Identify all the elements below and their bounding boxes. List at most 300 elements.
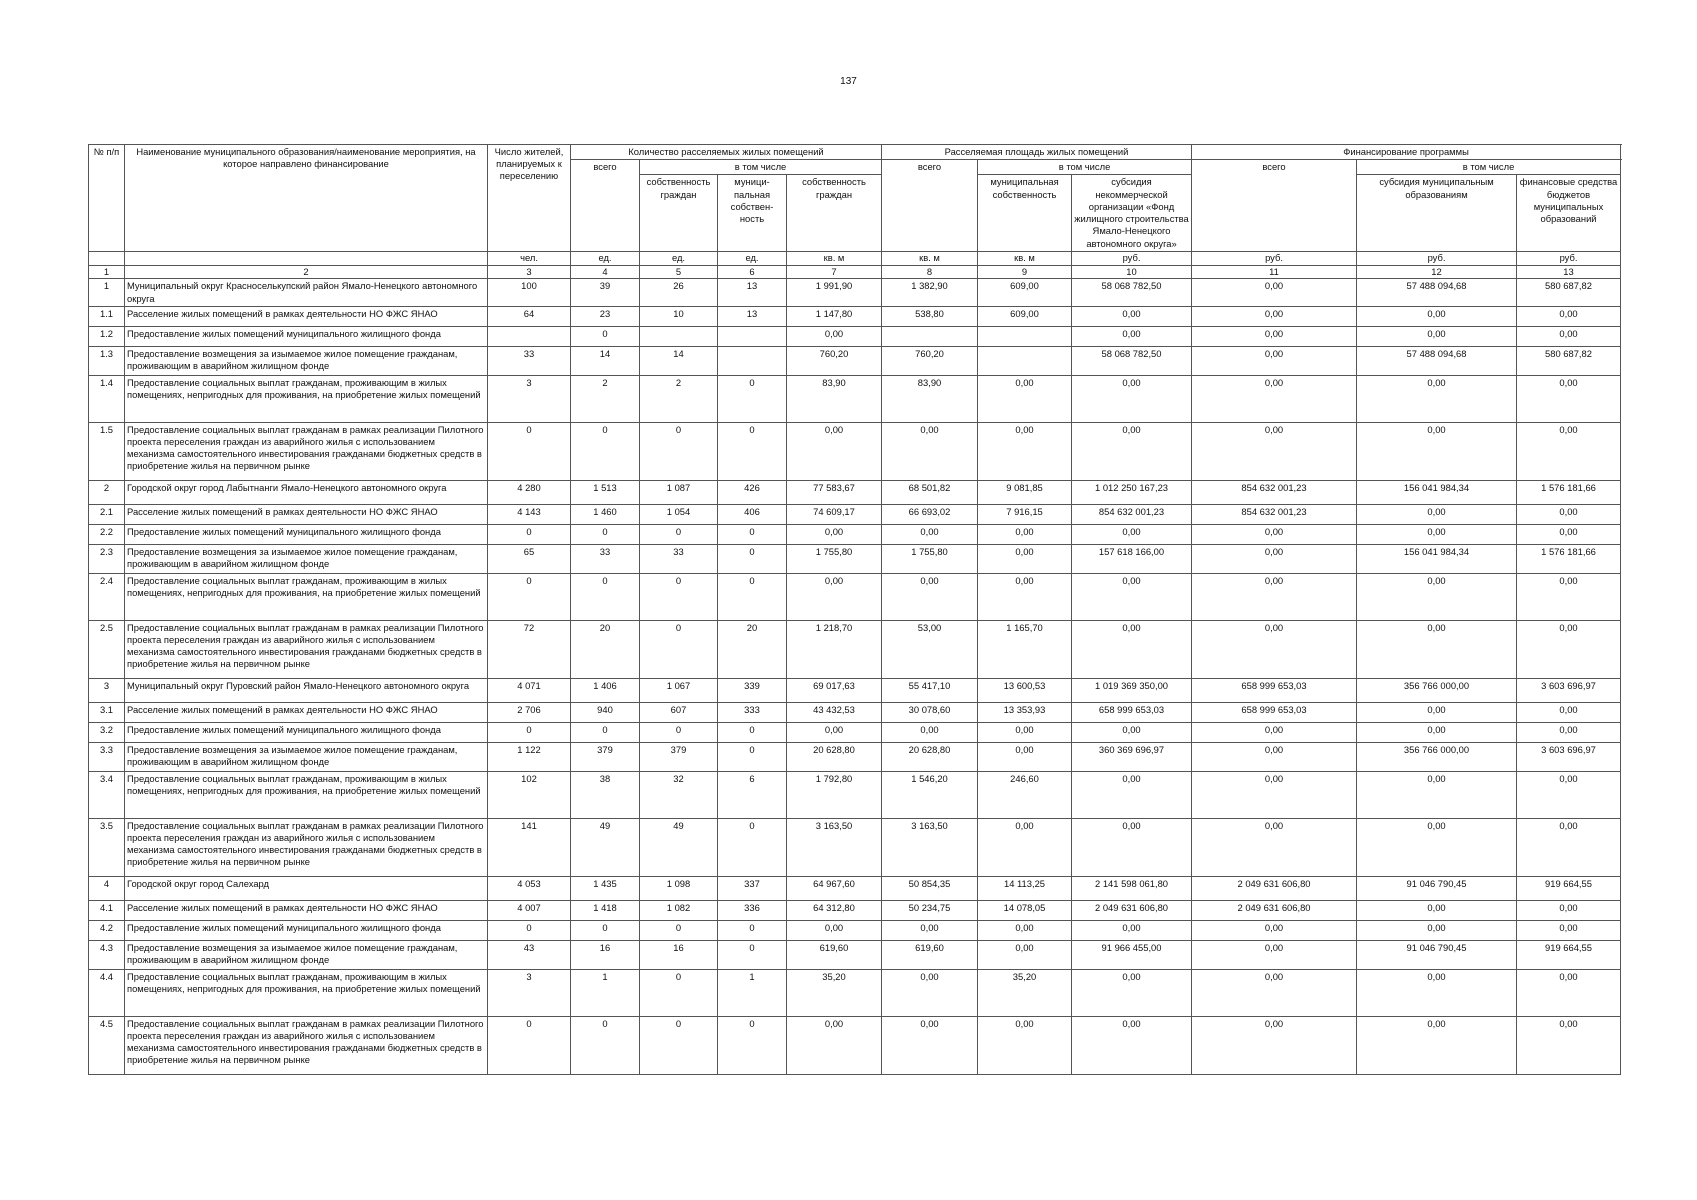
row-value: 0,00 — [978, 524, 1072, 544]
row-value: 4 071 — [488, 678, 571, 702]
row-value: 0,00 — [978, 920, 1072, 940]
row-name: Городской округ город Салехард — [125, 876, 488, 900]
row-value: 74 609,17 — [787, 504, 882, 524]
unit-cell: кв. м — [882, 251, 978, 265]
row-value: 0 — [718, 422, 787, 480]
row-value: 0,00 — [1072, 620, 1192, 678]
row-name: Предоставление возмещения за изымаемое жилое помещение гражданам, проживающим в аварийном жилищном фонде — [125, 940, 488, 969]
header-area-own: собственность граждан — [787, 175, 882, 251]
header-area-in-that: в том числе — [978, 160, 1192, 175]
row-value: 1 792,80 — [787, 771, 882, 818]
table-row — [89, 876, 1621, 900]
row-value: 1 147,80 — [787, 306, 882, 326]
row-value: 83,90 — [882, 375, 978, 422]
row-value: 1 991,90 — [787, 279, 882, 306]
row-value: 102 — [488, 771, 571, 818]
row-value — [718, 346, 787, 375]
row-value: 0,00 — [978, 422, 1072, 480]
row-value: 0,00 — [978, 573, 1072, 620]
row-value: 356 766 000,00 — [1357, 678, 1517, 702]
row-value: 0,00 — [1072, 422, 1192, 480]
row-value: 0,00 — [978, 818, 1072, 876]
row-value — [488, 326, 571, 346]
row-value: 0,00 — [1072, 524, 1192, 544]
row-value: 0,00 — [1192, 326, 1357, 346]
row-value: 33 — [488, 346, 571, 375]
unit-cell — [125, 251, 488, 265]
row-value: 0,00 — [1192, 620, 1357, 678]
row-value: 66 693,02 — [882, 504, 978, 524]
row-number: 2 — [89, 480, 125, 504]
header-sub-fund: субсидия некоммерческой организации «Фонд жилищного строительства Ямало-Ненецкого автономного округа» — [1072, 175, 1192, 251]
row-value: 0 — [718, 1016, 787, 1074]
row-value: 379 — [571, 742, 640, 771]
row-value: 0,00 — [1517, 524, 1621, 544]
row-value: 43 — [488, 940, 571, 969]
row-value: 157 618 166,00 — [1072, 544, 1192, 573]
row-number: 1.1 — [89, 306, 125, 326]
row-value: 0,00 — [1072, 920, 1192, 940]
row-value — [640, 326, 718, 346]
row-value: 13 — [718, 306, 787, 326]
row-value: 2 — [571, 375, 640, 422]
row-value: 580 687,82 — [1517, 346, 1621, 375]
row-value: 64 312,80 — [787, 900, 882, 920]
row-value: 0,00 — [1192, 524, 1357, 544]
row-value: 854 632 001,23 — [1192, 504, 1357, 524]
row-name: Расселение жилых помещений в рамках деятельности НО ФЖС ЯНАО — [125, 504, 488, 524]
header-rooms-group: Количество расселяемых жилых помещений — [571, 145, 882, 160]
row-value: 336 — [718, 900, 787, 920]
row-value: 0,00 — [787, 1016, 882, 1074]
unit-cell: кв. м — [978, 251, 1072, 265]
table-row — [89, 326, 1621, 346]
row-value: 0,00 — [1357, 771, 1517, 818]
column-number-cell: 7 — [787, 265, 882, 279]
table-row — [89, 722, 1621, 742]
row-value: 30 078,60 — [882, 702, 978, 722]
row-number: 4.2 — [89, 920, 125, 940]
row-value: 0,00 — [1357, 504, 1517, 524]
row-value: 0,00 — [978, 1016, 1072, 1074]
row-name: Предоставление социальных выплат гражданам, проживающим в жилых помещениях, непригодных для проживания, на приобретение жилых помещений — [125, 771, 488, 818]
row-value: 760,20 — [787, 346, 882, 375]
row-name: Предоставление жилых помещений муниципального жилищного фонда — [125, 524, 488, 544]
unit-cell: руб. — [1357, 251, 1517, 265]
table-row — [89, 742, 1621, 771]
row-value: 0 — [571, 326, 640, 346]
row-value: 919 664,55 — [1517, 876, 1621, 900]
row-name: Предоставление социальных выплат гражданам в рамках реализации Пилотного проекта переселения граждан из аварийного жилья с использованием механизма самостоятельного инвестирования гражданами бюджетных средств в приобретение жилья на первичном рынке — [125, 818, 488, 876]
table-row — [89, 702, 1621, 722]
row-value: 2 706 — [488, 702, 571, 722]
table-row — [89, 1016, 1621, 1074]
table-row — [89, 524, 1621, 544]
unit-cell: ед. — [718, 251, 787, 265]
row-value: 0,00 — [1192, 969, 1357, 1016]
table-row — [89, 620, 1621, 678]
row-value: 0,00 — [1192, 1016, 1357, 1074]
row-value: 58 068 782,50 — [1072, 346, 1192, 375]
row-value: 0,00 — [1357, 524, 1517, 544]
row-value: 1 165,70 — [978, 620, 1072, 678]
column-number-cell: 11 — [1192, 265, 1357, 279]
table-row — [89, 969, 1621, 1016]
row-value: 0,00 — [1517, 702, 1621, 722]
row-value: 0,00 — [1072, 969, 1192, 1016]
row-value: 100 — [488, 279, 571, 306]
row-value: 0,00 — [787, 524, 882, 544]
row-value: 0 — [718, 524, 787, 544]
header-num: № п/п — [89, 145, 125, 252]
row-number: 2.2 — [89, 524, 125, 544]
row-value: 156 041 984,34 — [1357, 544, 1517, 573]
row-name: Предоставление жилых помещений муниципального жилищного фонда — [125, 326, 488, 346]
row-value: 0,00 — [1517, 920, 1621, 940]
table-row — [89, 900, 1621, 920]
row-value — [882, 326, 978, 346]
row-name: Расселение жилых помещений в рамках деятельности НО ФЖС ЯНАО — [125, 900, 488, 920]
row-value: 0,00 — [1517, 900, 1621, 920]
row-value: 658 999 653,03 — [1192, 678, 1357, 702]
unit-cell: руб. — [1192, 251, 1357, 265]
row-value: 0,00 — [1072, 818, 1192, 876]
row-value — [978, 346, 1072, 375]
unit-cell: ед. — [640, 251, 718, 265]
column-number-cell: 12 — [1357, 265, 1517, 279]
row-value: 607 — [640, 702, 718, 722]
row-value: 854 632 001,23 — [1072, 504, 1192, 524]
row-value: 1 382,90 — [882, 279, 978, 306]
row-value: 0,00 — [1517, 771, 1621, 818]
row-value: 55 417,10 — [882, 678, 978, 702]
row-value: 0,00 — [1357, 1016, 1517, 1074]
row-value: 0 — [488, 722, 571, 742]
row-value: 0,00 — [1192, 573, 1357, 620]
row-value: 0,00 — [1192, 920, 1357, 940]
row-value: 16 — [571, 940, 640, 969]
row-name: Предоставление возмещения за изымаемое жилое помещение гражданам, проживающим в аварийном жилищном фонде — [125, 346, 488, 375]
row-value: 0,00 — [1357, 722, 1517, 742]
row-value: 57 488 094,68 — [1357, 346, 1517, 375]
row-value: 72 — [488, 620, 571, 678]
table-row — [89, 920, 1621, 940]
row-value: 0,00 — [787, 573, 882, 620]
header-sub-muni: субсидия муниципальным образованиям — [1357, 175, 1517, 251]
row-value: 65 — [488, 544, 571, 573]
unit-cell: ед. — [571, 251, 640, 265]
table-row — [89, 375, 1621, 422]
row-name: Предоставление возмещения за изымаемое жилое помещение гражданам, проживающим в аварийном жилищном фонде — [125, 742, 488, 771]
row-value: 0 — [488, 920, 571, 940]
table-row — [89, 422, 1621, 480]
row-value: 1 435 — [571, 876, 640, 900]
row-value: 0 — [718, 544, 787, 573]
column-number-cell: 1 — [89, 265, 125, 279]
row-value: 156 041 984,34 — [1357, 480, 1517, 504]
row-value: 0 — [718, 818, 787, 876]
row-value: 379 — [640, 742, 718, 771]
row-value: 33 — [640, 544, 718, 573]
row-name: Предоставление возмещения за изымаемое жилое помещение гражданам, проживающим в аварийном жилищном фонде — [125, 544, 488, 573]
table-row — [89, 818, 1621, 876]
table-body — [89, 279, 1621, 1074]
row-value: 0 — [718, 742, 787, 771]
column-number-cell: 8 — [882, 265, 978, 279]
row-value: 1 418 — [571, 900, 640, 920]
row-value: 14 078,05 — [978, 900, 1072, 920]
row-value: 0,00 — [882, 1016, 978, 1074]
row-value: 68 501,82 — [882, 480, 978, 504]
row-value: 1 — [718, 969, 787, 1016]
row-value: 2 — [640, 375, 718, 422]
row-value: 1 054 — [640, 504, 718, 524]
row-value: 77 583,67 — [787, 480, 882, 504]
row-value — [978, 326, 1072, 346]
column-number-cell: 6 — [718, 265, 787, 279]
row-name: Предоставление жилых помещений муниципального жилищного фонда — [125, 722, 488, 742]
row-number: 2.5 — [89, 620, 125, 678]
row-value: 0,00 — [1517, 504, 1621, 524]
row-value: 0 — [718, 920, 787, 940]
table-row — [89, 940, 1621, 969]
row-value: 3 603 696,97 — [1517, 678, 1621, 702]
row-value: 1 406 — [571, 678, 640, 702]
row-number: 3.2 — [89, 722, 125, 742]
row-value: 0,00 — [978, 742, 1072, 771]
column-number-cell: 2 — [125, 265, 488, 279]
row-value: 1 460 — [571, 504, 640, 524]
row-value: 0,00 — [978, 375, 1072, 422]
row-value: 339 — [718, 678, 787, 702]
row-value: 0,00 — [1357, 620, 1517, 678]
row-number: 3 — [89, 678, 125, 702]
row-value: 1 755,80 — [787, 544, 882, 573]
row-value: 0,00 — [1072, 722, 1192, 742]
row-value: 0,00 — [1517, 326, 1621, 346]
row-value: 0,00 — [1072, 573, 1192, 620]
row-value: 1 546,20 — [882, 771, 978, 818]
row-name: Предоставление социальных выплат гражданам, проживающим в жилых помещениях, непригодных для проживания, на приобретение жилых помещений — [125, 969, 488, 1016]
row-value: 0,00 — [882, 722, 978, 742]
row-value: 0,00 — [1517, 722, 1621, 742]
row-value: 406 — [718, 504, 787, 524]
header-area-group: Расселяемая площадь жилых помещений — [882, 145, 1192, 160]
row-name: Муниципальный округ Пуровский район Ямало-Ненецкого автономного округа — [125, 678, 488, 702]
row-value: 141 — [488, 818, 571, 876]
row-value: 2 049 631 606,80 — [1192, 876, 1357, 900]
row-value: 0,00 — [882, 524, 978, 544]
header-area-total: всего — [882, 160, 978, 252]
table-row — [89, 279, 1621, 306]
row-value: 760,20 — [882, 346, 978, 375]
row-value: 0,00 — [1517, 969, 1621, 1016]
header-fin-budget: финансовые средства бюджетов муниципальных образований — [1517, 175, 1621, 251]
unit-cell: чел. — [488, 251, 571, 265]
row-value: 0,00 — [1192, 940, 1357, 969]
row-value: 3 — [488, 375, 571, 422]
row-number: 4.1 — [89, 900, 125, 920]
row-value: 0,00 — [1357, 375, 1517, 422]
header-rooms-in-that: в том числе — [640, 160, 882, 175]
row-value: 26 — [640, 279, 718, 306]
row-value: 39 — [571, 279, 640, 306]
row-value: 0 — [488, 1016, 571, 1074]
header-rooms-muni: муници-пальная собствен-ность — [718, 175, 787, 251]
row-value: 0 — [571, 573, 640, 620]
table-row — [89, 771, 1621, 818]
row-value: 2 049 631 606,80 — [1072, 900, 1192, 920]
row-value: 0,00 — [1072, 771, 1192, 818]
row-value: 9 081,85 — [978, 480, 1072, 504]
row-value: 57 488 094,68 — [1357, 279, 1517, 306]
program-table — [88, 144, 1621, 1075]
row-number: 4.4 — [89, 969, 125, 1016]
row-value: 0,00 — [1072, 375, 1192, 422]
row-value: 919 664,55 — [1517, 940, 1621, 969]
column-number-cell: 9 — [978, 265, 1072, 279]
row-value: 246,60 — [978, 771, 1072, 818]
row-value: 4 053 — [488, 876, 571, 900]
row-value: 0,00 — [1357, 306, 1517, 326]
row-value: 0,00 — [787, 920, 882, 940]
row-value: 658 999 653,03 — [1192, 702, 1357, 722]
row-value: 0,00 — [1357, 900, 1517, 920]
row-value: 3 163,50 — [787, 818, 882, 876]
row-number: 4.5 — [89, 1016, 125, 1074]
row-value: 619,60 — [787, 940, 882, 969]
row-value: 0 — [488, 422, 571, 480]
row-value: 20 — [571, 620, 640, 678]
row-value: 0 — [640, 1016, 718, 1074]
row-value: 854 632 001,23 — [1192, 480, 1357, 504]
row-value: 64 — [488, 306, 571, 326]
row-value: 4 143 — [488, 504, 571, 524]
row-value: 360 369 696,97 — [1072, 742, 1192, 771]
row-value: 83,90 — [787, 375, 882, 422]
row-value: 0,00 — [1517, 306, 1621, 326]
row-value: 1 087 — [640, 480, 718, 504]
row-value: 609,00 — [978, 279, 1072, 306]
header-finance-group: Финансирование программы — [1192, 145, 1621, 160]
row-value: 0 — [571, 722, 640, 742]
row-value: 1 122 — [488, 742, 571, 771]
row-value: 7 916,15 — [978, 504, 1072, 524]
row-value: 0,00 — [882, 573, 978, 620]
row-name: Предоставление жилых помещений муниципального жилищного фонда — [125, 920, 488, 940]
row-number: 3.3 — [89, 742, 125, 771]
row-number: 4.3 — [89, 940, 125, 969]
row-value — [718, 326, 787, 346]
row-value: 1 019 369 350,00 — [1072, 678, 1192, 702]
row-value: 64 967,60 — [787, 876, 882, 900]
row-value: 0,00 — [1517, 375, 1621, 422]
column-number-row — [89, 265, 1621, 279]
row-value: 0,00 — [1192, 422, 1357, 480]
row-number: 1.2 — [89, 326, 125, 346]
row-number: 2.3 — [89, 544, 125, 573]
row-value: 0,00 — [1192, 375, 1357, 422]
row-value: 0,00 — [1192, 279, 1357, 306]
row-value: 0,00 — [1517, 422, 1621, 480]
row-value: 0 — [640, 422, 718, 480]
row-value: 1 576 181,66 — [1517, 544, 1621, 573]
row-value: 356 766 000,00 — [1357, 742, 1517, 771]
row-value: 538,80 — [882, 306, 978, 326]
row-number: 1.4 — [89, 375, 125, 422]
unit-cell — [89, 251, 125, 265]
row-value: 13 353,93 — [978, 702, 1072, 722]
row-value: 1 576 181,66 — [1517, 480, 1621, 504]
header-name: Наименование муниципального образования/наименование мероприятия, на которое направлено финансирование — [125, 145, 488, 252]
row-value: 3 163,50 — [882, 818, 978, 876]
row-value: 1 067 — [640, 678, 718, 702]
row-value: 0,00 — [1357, 920, 1517, 940]
row-value: 23 — [571, 306, 640, 326]
row-value: 0 — [571, 422, 640, 480]
row-name: Предоставление социальных выплат гражданам, проживающим в жилых помещениях, непригодных для проживания, на приобретение жилых помещений — [125, 375, 488, 422]
row-value: 91 046 790,45 — [1357, 876, 1517, 900]
row-value: 0 — [571, 920, 640, 940]
row-value: 38 — [571, 771, 640, 818]
row-value: 4 007 — [488, 900, 571, 920]
row-value: 20 — [718, 620, 787, 678]
unit-cell: кв. м — [787, 251, 882, 265]
row-value: 16 — [640, 940, 718, 969]
row-value: 0 — [488, 524, 571, 544]
table-row — [89, 544, 1621, 573]
table-row — [89, 504, 1621, 524]
row-number: 1.5 — [89, 422, 125, 480]
row-value: 14 — [571, 346, 640, 375]
row-value: 20 628,80 — [882, 742, 978, 771]
row-name: Городской округ город Лабытнанги Ямало-Ненецкого автономного округа — [125, 480, 488, 504]
row-value: 658 999 653,03 — [1072, 702, 1192, 722]
row-value: 58 068 782,50 — [1072, 279, 1192, 306]
row-value: 69 017,63 — [787, 678, 882, 702]
row-number: 3.5 — [89, 818, 125, 876]
row-value: 0,00 — [1517, 620, 1621, 678]
row-value: 0 — [571, 524, 640, 544]
row-value: 0,00 — [1192, 722, 1357, 742]
column-number-cell: 10 — [1072, 265, 1192, 279]
row-value: 49 — [640, 818, 718, 876]
row-value: 14 — [640, 346, 718, 375]
column-number-cell: 3 — [488, 265, 571, 279]
row-value: 3 — [488, 969, 571, 1016]
row-value: 0,00 — [1357, 422, 1517, 480]
row-value: 2 141 598 061,80 — [1072, 876, 1192, 900]
table-row — [89, 306, 1621, 326]
header-finance-total: всего — [1192, 160, 1357, 252]
unit-cell: руб. — [1072, 251, 1192, 265]
row-value: 13 600,53 — [978, 678, 1072, 702]
row-value: 1 012 250 167,23 — [1072, 480, 1192, 504]
row-value: 0,00 — [787, 722, 882, 742]
row-value: 1 082 — [640, 900, 718, 920]
row-name: Предоставление социальных выплат гражданам в рамках реализации Пилотного проекта переселения граждан из аварийного жилья с использованием механизма самостоятельного инвестирования гражданами бюджетных средств в приобретение жилья на первичном рынке — [125, 620, 488, 678]
table-row — [89, 678, 1621, 702]
row-value: 0,00 — [1357, 702, 1517, 722]
table-row — [89, 480, 1621, 504]
row-number: 3.1 — [89, 702, 125, 722]
row-value: 333 — [718, 702, 787, 722]
row-value: 0,00 — [1192, 742, 1357, 771]
row-value: 0 — [640, 524, 718, 544]
column-number-cell: 5 — [640, 265, 718, 279]
row-value: 0 — [718, 940, 787, 969]
row-value: 0,00 — [1072, 306, 1192, 326]
